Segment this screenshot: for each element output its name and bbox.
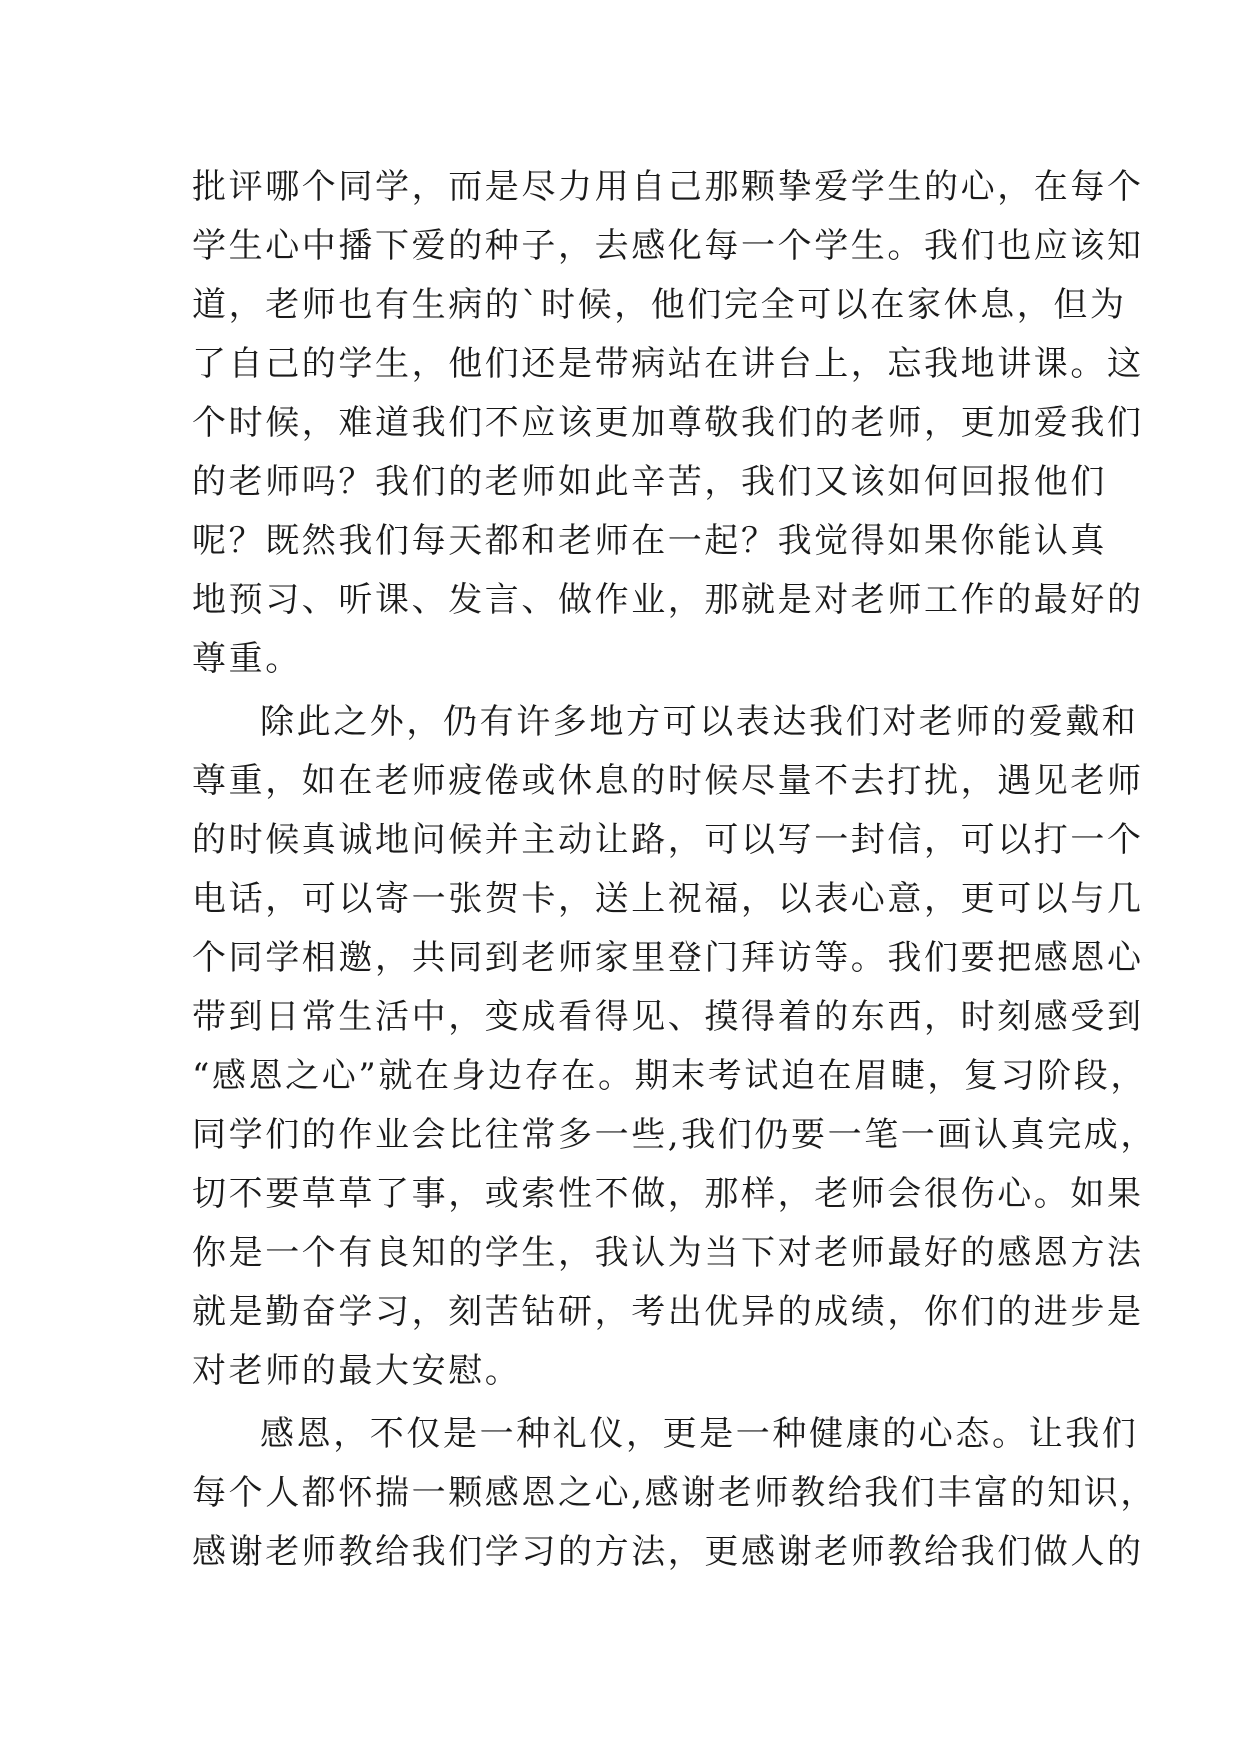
- text-line: 批评哪个同学，而是尽力用自己那颗挚爱学生的心，在每个: [192, 167, 1144, 207]
- text-line: 地预习、听课、发言、做作业，那就是对老师工作的最好的: [192, 580, 1144, 620]
- text-line: 呢？既然我们每天都和老师在一起？我觉得如果你能认真: [192, 521, 1107, 561]
- text-line: 了自己的学生，他们还是带病站在讲台上，忘我地讲课。这: [192, 344, 1144, 384]
- text-line: 带到日常生活中，变成看得见、摸得着的东西，时刻感受到: [192, 997, 1144, 1037]
- paragraph-1: [192, 158, 1144, 689]
- text-line: 切不要草草了事，或索性不做，那样，老师会很伤心。如果: [192, 1174, 1144, 1214]
- text-line: 的老师吗？我们的老师如此辛苦，我们又该如何回报他们: [192, 462, 1107, 502]
- paragraph-2: [192, 693, 1158, 1401]
- text-line: 你是一个有良知的学生，我认为当下对老师最好的感恩方法: [192, 1233, 1144, 1273]
- text-line: 就是勤奋学习，刻苦钻研，考出优异的成绩，你们的进步是: [192, 1292, 1144, 1332]
- text-line: 学生心中播下爱的种子，去感化每一个学生。我们也应该知: [192, 226, 1144, 266]
- text-line: 个同学相邀，共同到老师家里登门拜访等。我们要把感恩心: [192, 938, 1144, 978]
- text-line: 道，老师也有生病的`时候，他们完全可以在家休息，但为: [192, 285, 1127, 325]
- text-line: 感恩，不仅是一种礼仪，更是一种健康的心态。让我们: [260, 1414, 1139, 1454]
- text-line: 除此之外，仍有许多地方可以表达我们对老师的爱戴和: [260, 702, 1139, 742]
- text-line: 对老师的最大安慰。: [192, 1351, 522, 1391]
- text-line: 电话，可以寄一张贺卡，送上祝福，以表心意，更可以与几: [192, 879, 1144, 919]
- body-text: [192, 158, 1158, 1582]
- text-line: 尊重。: [192, 639, 302, 679]
- text-line: “感恩之心”就在身边存在。期末考试迫在眉睫，复习阶段，: [192, 1056, 1147, 1096]
- text-line: 每个人都怀揣一颗感恩之心,感谢老师教给我们丰富的知识，: [192, 1473, 1158, 1513]
- text-line: 同学们的作业会比往常多一些,我们仍要一笔一画认真完成，: [192, 1115, 1158, 1155]
- text-line: 的时候真诚地问候并主动让路，可以写一封信，可以打一个: [192, 820, 1144, 860]
- text-line: 个时候，难道我们不应该更加尊敬我们的老师，更加爱我们: [192, 403, 1144, 443]
- text-line: 感谢老师教给我们学习的方法，更感谢老师教给我们做人的: [192, 1532, 1144, 1572]
- paragraph-3: [192, 1405, 1158, 1582]
- text-line: 尊重，如在老师疲倦或休息的时候尽量不去打扰，遇见老师: [192, 761, 1144, 801]
